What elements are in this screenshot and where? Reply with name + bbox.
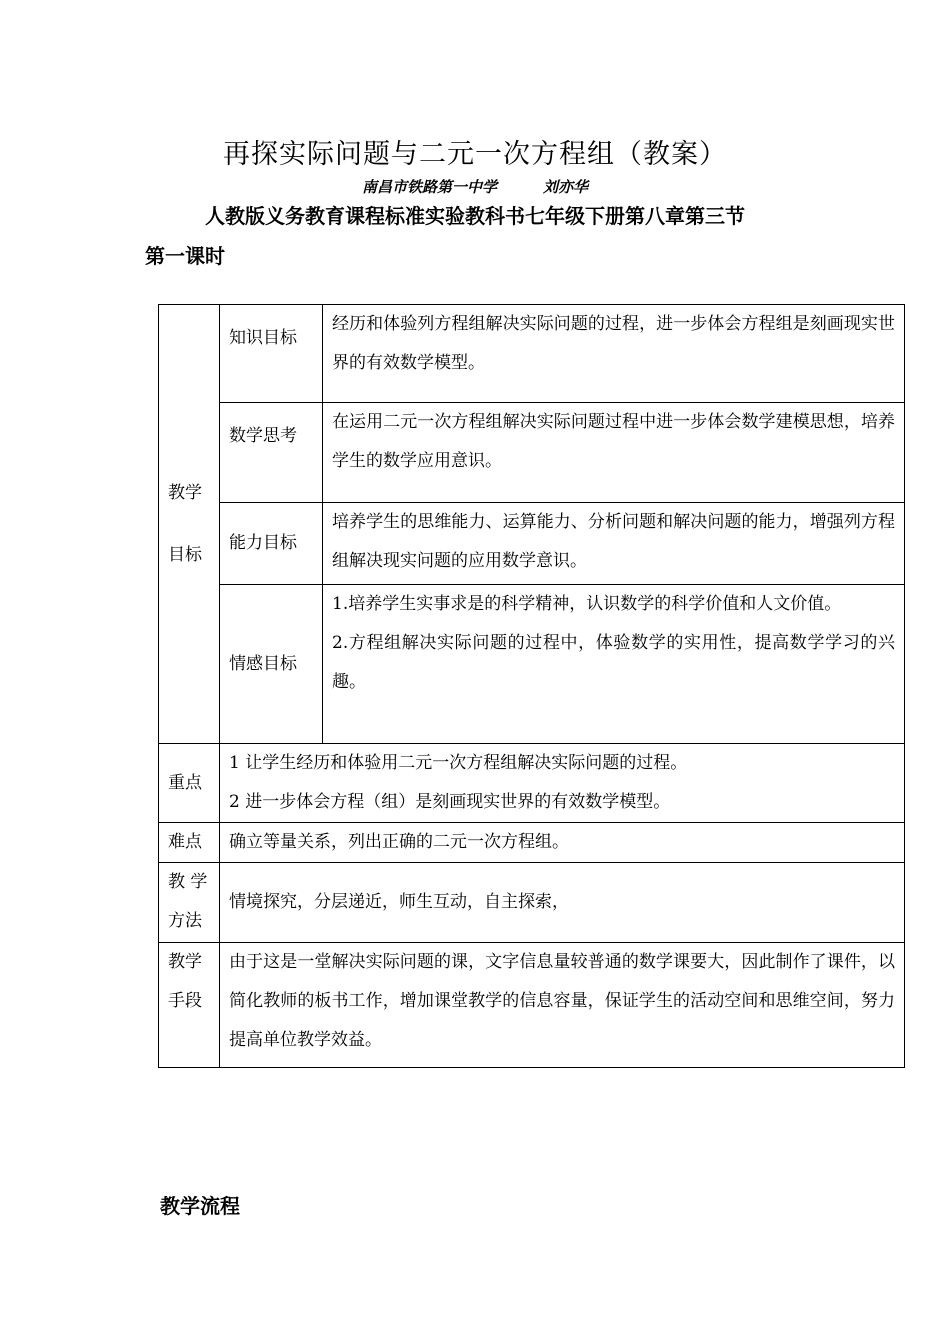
difficulty-label: 难点 bbox=[159, 823, 220, 863]
lesson-plan-table bbox=[158, 304, 905, 1068]
goals-label-cell bbox=[159, 305, 220, 744]
key-points-text bbox=[220, 744, 905, 823]
key-point-2: 2 进一步体会方程（组）是刻画现实世界的有效数学模型。 bbox=[229, 792, 671, 812]
textbook-edition: 人教版义务教育课程标准实验教科书七年级下册第八章第三节 bbox=[205, 204, 745, 228]
goal-emotion-line-1: 1.培养学生实事求是的科学精神，认识数学的科学价值和人文价值。 bbox=[332, 594, 842, 614]
method-label bbox=[159, 863, 220, 943]
goal-label-thinking: 数学思考 bbox=[220, 403, 323, 503]
difficulty-text: 确立等量关系，列出正确的二元一次方程组。 bbox=[220, 823, 905, 863]
lesson-heading: 第一课时 bbox=[145, 244, 225, 268]
means-text: 由于这是一堂解决实际问题的课，文字信息量较普通的数学课要大，因此制作了课件，以简化教师的板书工作，增加课堂教学的信息容量，保证学生的活动空间和思维空间，努力提高单位教学效益。 bbox=[220, 943, 905, 1068]
means-label bbox=[159, 943, 220, 1068]
table-row bbox=[159, 823, 905, 863]
means-label-2: 手段 bbox=[168, 991, 202, 1011]
key-points-label: 重点 bbox=[159, 744, 220, 823]
goal-label-emotion: 情感目标 bbox=[220, 585, 323, 744]
school-name: 南昌市铁路第一中学 bbox=[361, 178, 497, 196]
goal-label-knowledge: 知识目标 bbox=[220, 305, 323, 403]
table-row bbox=[159, 503, 905, 585]
goal-text-ability: 培养学生的思维能力、运算能力、分析问题和解决问题的能力，增强列方程组解决现实问题的应用数学意识。 bbox=[323, 503, 905, 585]
document-title: 再探实际问题与二元一次方程组（教案） bbox=[223, 139, 727, 170]
table-row bbox=[159, 305, 905, 403]
method-text: 情境探究，分层递近，师生互动，自主探索， bbox=[220, 863, 905, 943]
method-label-2: 方法 bbox=[168, 911, 202, 931]
method-label-1: 教 学 bbox=[168, 872, 208, 892]
key-point-1: 1 让学生经历和体验用二元一次方程组解决实际问题的过程。 bbox=[229, 753, 688, 773]
author-line bbox=[0, 176, 950, 197]
goal-text-thinking: 在运用二元一次方程组解决实际问题过程中进一步体会数学建模思想，培养学生的数学应用意识。 bbox=[323, 403, 905, 503]
goals-label-2: 目标 bbox=[168, 545, 202, 565]
table-row bbox=[159, 585, 905, 744]
table-row bbox=[159, 863, 905, 943]
teaching-flow-heading: 教学流程 bbox=[160, 1194, 240, 1218]
goal-emotion-line-2: 2.方程组解决实际问题的过程中，体验数学的实用性，提高数学学习的兴趣。 bbox=[332, 633, 895, 692]
table-row bbox=[159, 943, 905, 1068]
table-row bbox=[159, 744, 905, 823]
goal-text-knowledge: 经历和体验列方程组解决实际问题的过程，进一步体会方程组是刻画现实世界的有效数学模型。 bbox=[323, 305, 905, 403]
goal-label-ability: 能力目标 bbox=[220, 503, 323, 585]
author-name: 刘亦华 bbox=[543, 178, 589, 196]
table-row bbox=[159, 403, 905, 503]
means-label-1: 教学 bbox=[168, 952, 202, 972]
goals-label-1: 教学 bbox=[168, 483, 202, 503]
goal-text-emotion bbox=[323, 585, 905, 744]
